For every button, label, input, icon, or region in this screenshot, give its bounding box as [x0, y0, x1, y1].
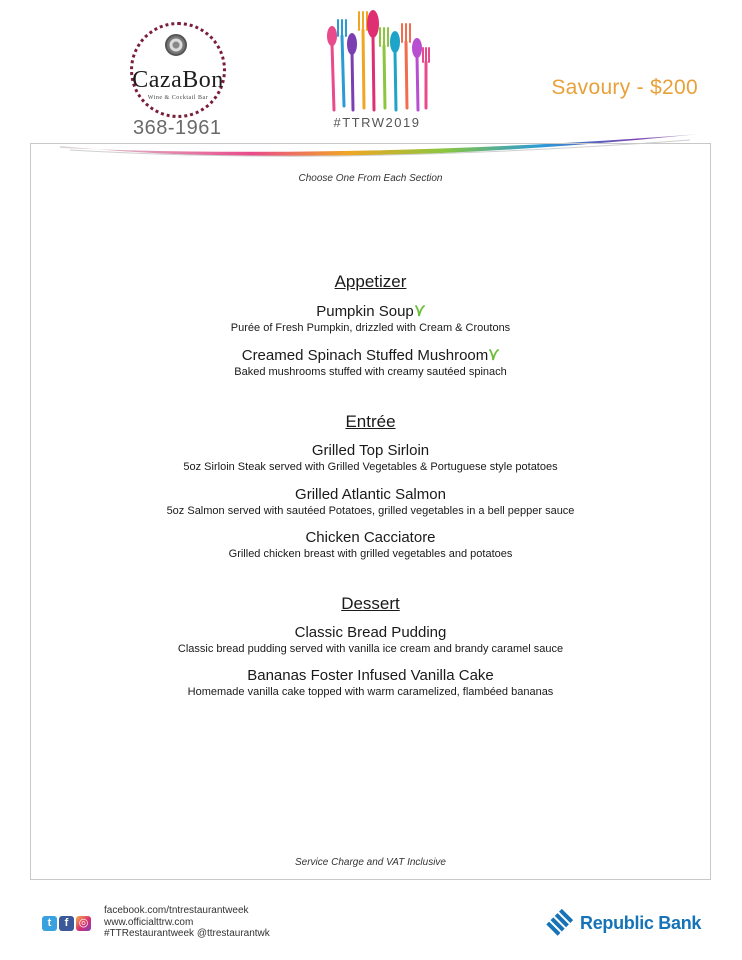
bank-emblem-icon [543, 907, 575, 939]
republic-bank-logo [543, 905, 703, 939]
facebook-icon[interactable]: f [59, 916, 74, 931]
twitter-icon[interactable]: t [42, 916, 57, 931]
vegetarian-leaf-icon [489, 349, 499, 361]
facebook-link[interactable]: facebook.com/tntrestaurantweek [104, 905, 249, 916]
dish-description: Purée of Fresh Pumpkin, drizzled with Cream & Croutons [230, 322, 511, 334]
dish-description: 5oz Salmon served with sautéed Potatoes, grilled vegetables in a bell pepper sauce [166, 505, 575, 517]
dish-description: Classic bread pudding served with vanilla ice cream and brandy caramel sauce [177, 643, 564, 655]
dish-name: Grilled Atlantic Salmon [295, 486, 446, 503]
section-title-dessert: Dessert [341, 594, 400, 613]
menu-instruction: Choose One From Each Section [298, 173, 443, 184]
event-hashtag: #TTRW2019 [333, 115, 421, 130]
logo-name: CazaBon [132, 67, 224, 93]
dish-name: Grilled Top Sirloin [311, 442, 430, 459]
social-icons [42, 913, 93, 929]
logo-subtitle: Wine & Cocktail Bar [147, 95, 209, 101]
dish-name: Creamed Spinach Stuffed Mushroom [31, 347, 710, 364]
hashtag-handle: #TTRestaurantweek @ttrestaurantwk [104, 928, 270, 939]
vegetarian-leaf-icon [415, 305, 425, 317]
dish-description: Baked mushrooms stuffed with creamy sautéed spinach [234, 366, 507, 378]
dish-name: Chicken Cacciatore [305, 529, 436, 546]
dish-name: Bananas Foster Infused Vanilla Cake [247, 667, 494, 684]
dish-description: 5oz Sirloin Steak served with Grilled Vegetables & Portuguese style potatoes [183, 461, 558, 473]
flower-icon [165, 34, 187, 56]
dish-name: Classic Bread Pudding [294, 624, 447, 641]
bank-name: Republic Bank [580, 913, 702, 933]
menu-frame [30, 143, 711, 880]
dish-description: Grilled chicken breast with grilled vegetables and potatoes [228, 548, 513, 560]
footer-links [104, 905, 270, 940]
section-title-appetizer: Appetizer [334, 272, 407, 291]
menu-price: Savoury - $200 [551, 76, 698, 99]
dish-name: Pumpkin Soup [31, 303, 710, 320]
dish-description: Homemade vanilla cake topped with warm caramelized, flambéed bananas [187, 686, 554, 698]
phone-number: 368-1961 [133, 117, 222, 139]
service-charge-note: Service Charge and VAT Inclusive [294, 857, 446, 868]
instagram-icon[interactable]: ◎ [76, 916, 91, 931]
section-title-entree: Entrée [345, 412, 396, 431]
website-link[interactable]: www.officialttrw.com [104, 916, 194, 928]
cutlery-icon [322, 6, 432, 114]
